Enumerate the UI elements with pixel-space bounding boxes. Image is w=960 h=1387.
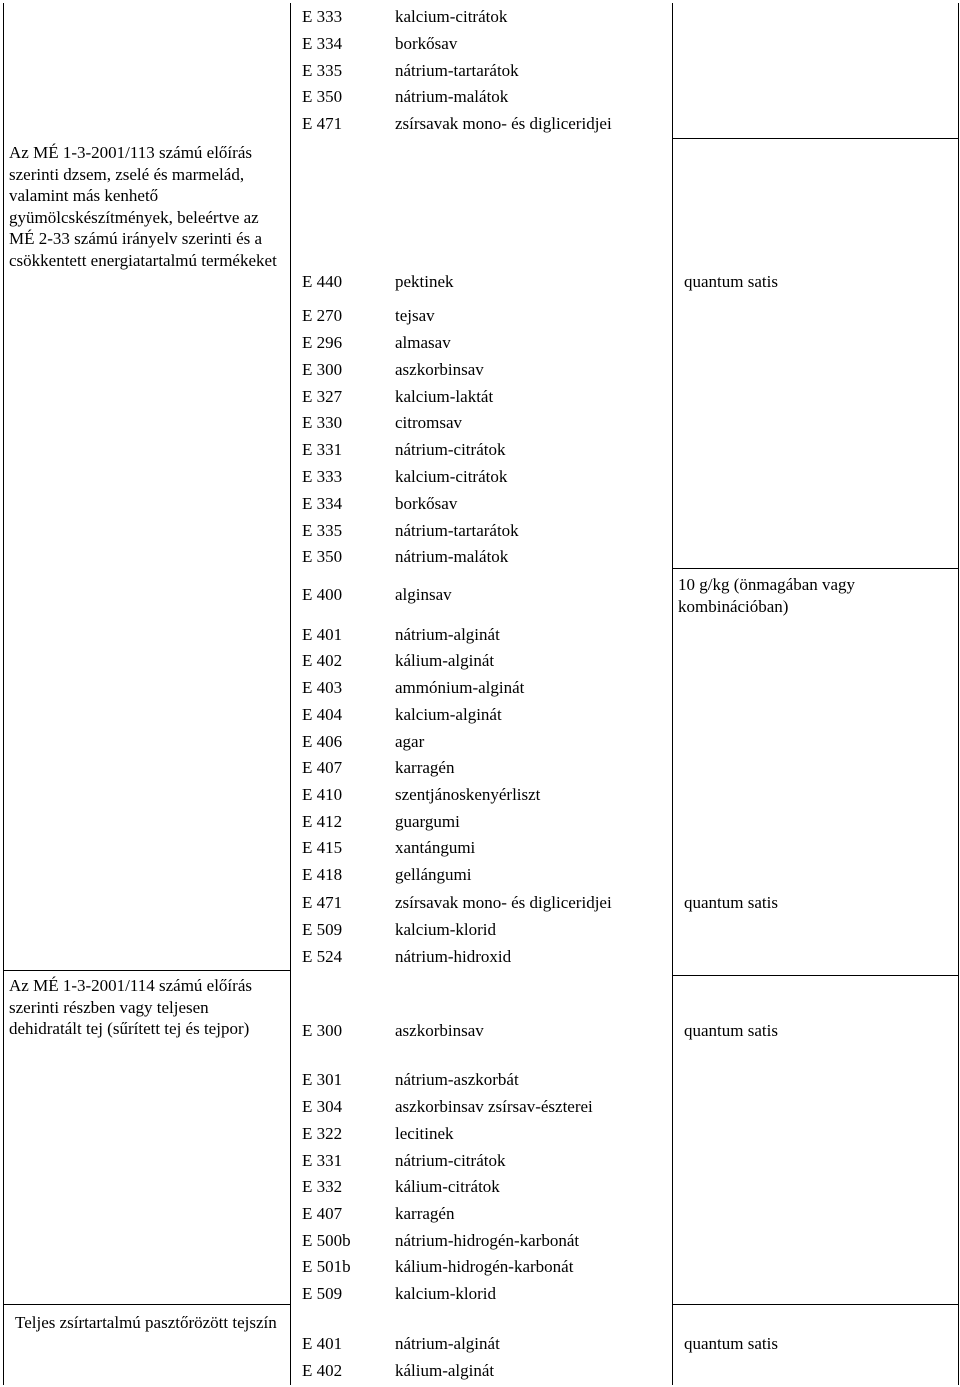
food-category: Az MÉ 1-3-2001/114 számú előírás szerinti részben vagy teljesen dehidratált tej (sűrített tej és tejpor)	[9, 976, 252, 1038]
additive-name: gellángumi	[395, 865, 472, 884]
row-divider-limit	[672, 1304, 959, 1305]
additive-name: pektinek	[395, 272, 454, 291]
additive-name: nátrium-citrátok	[395, 440, 506, 459]
additive-name: ammónium-alginát	[395, 678, 525, 697]
e-number: E 300	[302, 1021, 343, 1040]
e-number: E 335	[302, 521, 343, 540]
e-number: E 501b	[302, 1257, 351, 1276]
e-number: E 402	[302, 1361, 343, 1380]
e-number: E 412	[302, 812, 343, 831]
e-number: E 334	[302, 34, 343, 53]
additive-name: kálium-alginát	[395, 1361, 495, 1380]
additive-name: nátrium-malátok	[395, 87, 509, 106]
e-number: E 304	[302, 1097, 343, 1116]
e-number: E 406	[302, 732, 343, 751]
row-divider-first-food	[3, 970, 290, 971]
additive-name: kálium-alginát	[395, 651, 495, 670]
e-number: E 350	[302, 547, 343, 566]
e-number: E 300	[302, 360, 343, 379]
e-number: E 333	[302, 467, 343, 486]
additive-name: aszkorbinsav zsírsav-észterei	[395, 1097, 593, 1116]
e-number: E 471	[302, 114, 343, 133]
e-number: E 401	[302, 1334, 343, 1353]
column-divider-code	[290, 3, 291, 1385]
e-number: E 402	[302, 651, 343, 670]
e-number: E 331	[302, 440, 343, 459]
e-number: E 471	[302, 893, 343, 912]
e-number: E 500b	[302, 1231, 351, 1250]
additive-name: szentjánoskenyérliszt	[395, 785, 541, 804]
additive-name: karragén	[395, 758, 455, 777]
additive-name: citromsav	[395, 413, 463, 432]
e-number: E 327	[302, 387, 343, 406]
e-number: E 334	[302, 494, 343, 513]
e-number: E 410	[302, 785, 343, 804]
additive-name: guargumi	[395, 812, 460, 831]
e-number: E 270	[302, 306, 343, 325]
e-number: E 330	[302, 413, 343, 432]
e-number: E 403	[302, 678, 343, 697]
additive-name: borkősav	[395, 494, 458, 513]
additive-name: zsírsavak mono- és digliceridjei	[395, 893, 612, 912]
additive-name: nátrium-hidroxid	[395, 947, 512, 966]
e-number: E 404	[302, 705, 343, 724]
e-number: E 418	[302, 865, 343, 884]
e-number: E 335	[302, 61, 343, 80]
e-number: E 331	[302, 1151, 343, 1170]
additive-name: kalcium-citrátok	[395, 467, 508, 486]
additive-name: agar	[395, 732, 425, 751]
e-number: E 333	[302, 7, 343, 26]
additive-name: aszkorbinsav	[395, 1021, 484, 1040]
e-number: E 301	[302, 1070, 343, 1089]
additive-name: tejsav	[395, 306, 435, 325]
max-level: 10 g/kg (önmagában vagy kombinációban)	[678, 575, 856, 616]
e-number: E 400	[302, 585, 343, 604]
max-level: quantum satis	[684, 272, 778, 291]
additive-name: nátrium-tartarátok	[395, 61, 519, 80]
left-border	[3, 3, 4, 1385]
max-level: quantum satis	[684, 893, 778, 912]
additive-name: alginsav	[395, 585, 452, 604]
additive-name: kalcium-laktát	[395, 387, 494, 406]
e-number: E 407	[302, 758, 343, 777]
additive-name: nátrium-alginát	[395, 1334, 500, 1353]
e-number: E 509	[302, 1284, 343, 1303]
food-category: Teljes zsírtartalmú pasztőrözött tejszín	[15, 1313, 277, 1332]
e-number: E 509	[302, 920, 343, 939]
additive-name: kalcium-klorid	[395, 1284, 497, 1303]
additive-name: zsírsavak mono- és digliceridjei	[395, 114, 612, 133]
max-level: quantum satis	[684, 1021, 778, 1040]
additive-name: nátrium-citrátok	[395, 1151, 506, 1170]
additive-name: lecitinek	[395, 1124, 454, 1143]
e-number: E 407	[302, 1204, 343, 1223]
e-number: E 524	[302, 947, 343, 966]
e-number: E 296	[302, 333, 343, 352]
additive-name: kálium-citrátok	[395, 1177, 500, 1196]
row-divider-limit	[672, 975, 959, 976]
additive-name: xantángumi	[395, 838, 476, 857]
additive-name: nátrium-aszkorbát	[395, 1070, 519, 1089]
row-divider-limit	[672, 568, 959, 569]
additive-name: kalcium-alginát	[395, 705, 502, 724]
row-divider-second-food	[3, 1304, 290, 1305]
additive-name: nátrium-tartarátok	[395, 521, 519, 540]
right-border	[958, 3, 959, 1385]
additive-name: borkősav	[395, 34, 458, 53]
food-category: Az MÉ 1-3-2001/113 számú előírás szerinti dzsem, zselé és marmelád, valamint más kenhető gyümölcskészítmények, beleértve az MÉ 2-33 számú irányelv szerinti és a csökkentett energiatartalmú termékeket	[9, 143, 277, 270]
e-number: E 322	[302, 1124, 343, 1143]
e-number: E 415	[302, 838, 343, 857]
e-number: E 440	[302, 272, 343, 291]
e-number: E 401	[302, 625, 343, 644]
additive-name: kalcium-citrátok	[395, 7, 508, 26]
column-divider-limit	[672, 3, 673, 1385]
additive-name: kalcium-klorid	[395, 920, 497, 939]
additive-name: aszkorbinsav	[395, 360, 484, 379]
max-level: quantum satis	[684, 1334, 778, 1353]
additive-name: nátrium-alginát	[395, 625, 500, 644]
additive-name: nátrium-malátok	[395, 547, 509, 566]
additive-name: almasav	[395, 333, 451, 352]
e-number: E 332	[302, 1177, 343, 1196]
additive-name: karragén	[395, 1204, 455, 1223]
additive-name: nátrium-hidrogén-karbonát	[395, 1231, 580, 1250]
row-divider-limit	[672, 138, 959, 139]
e-number: E 350	[302, 87, 343, 106]
additive-name: kálium-hidrogén-karbonát	[395, 1257, 574, 1276]
